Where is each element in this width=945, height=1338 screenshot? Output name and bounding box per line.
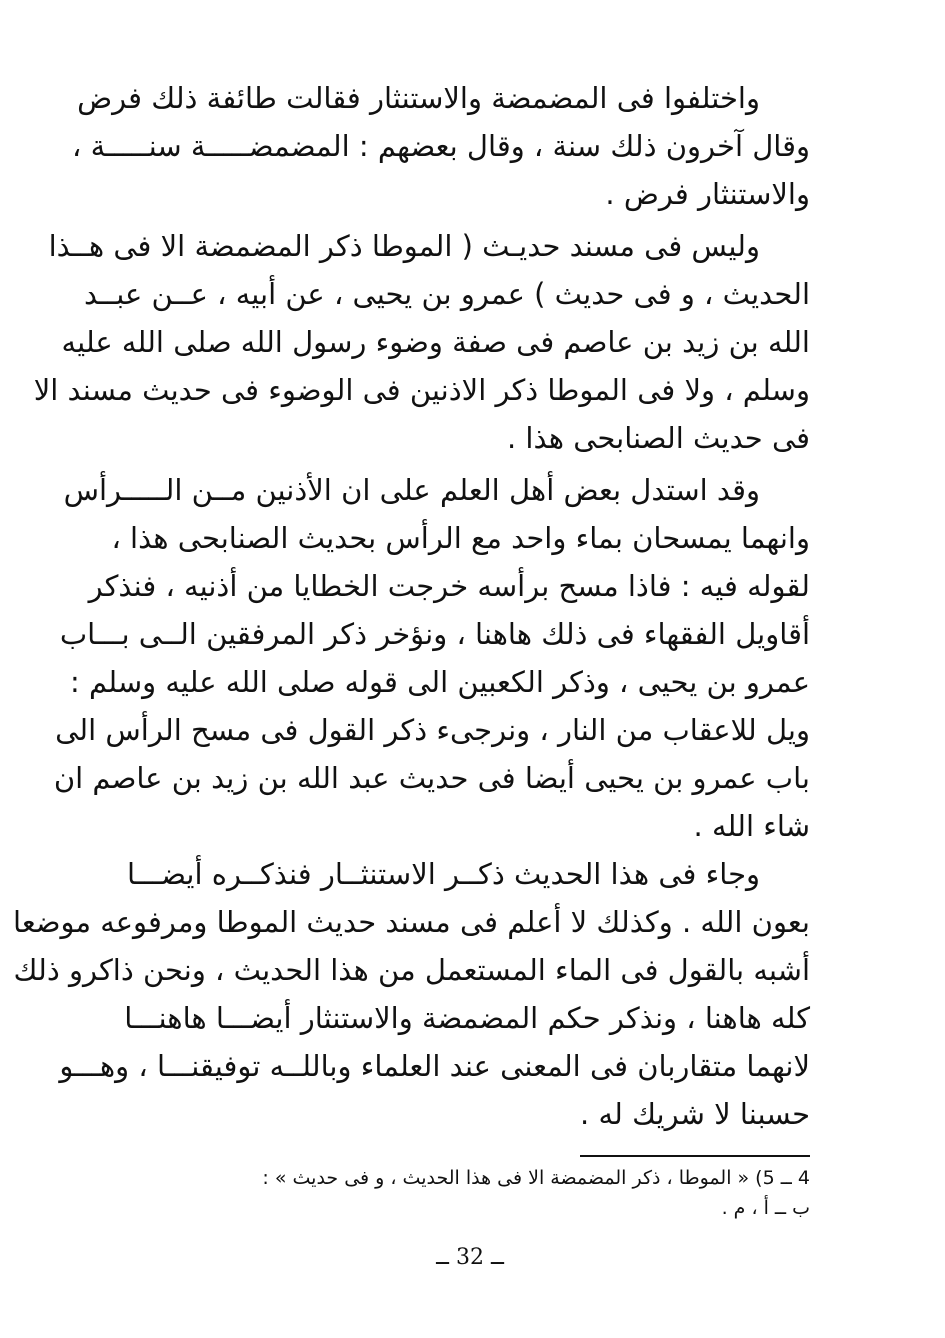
text-line: الحديث ، و فى حديث ) عمرو بن يحيى ، عن أبيه ، عــن عبــد (84, 277, 810, 311)
text-line: حسبنا لا شريك له . (580, 1097, 810, 1131)
paragraph-2 (33, 222, 810, 462)
text-line: وجاء فى هذا الحديث ذكــر الاستنثــار فنذكــره أيضـــا (126, 857, 760, 891)
text-line: بعون الله . وكذلك لا أعلم فى مسند حديث الموطا ومرفوعه موضعا (13, 905, 810, 939)
page-number: ــ 32 ــ (436, 1245, 504, 1270)
text-line: وقال آخرون ذلك سنة ، وقال بعضهم : المضمضـــــة سنـــــة ، (72, 129, 810, 163)
text-line: وليس فى مسند حديـث ( الموطا ذكر المضمضة الا فى هــذا (48, 229, 760, 263)
text-line: فى حديث الصنابحى هذا . (507, 421, 810, 455)
text-line: ويل للاعقاب من النار ، ونرجىء ذكر القول فى مسح الرأس الى (55, 713, 810, 747)
footnote-divider (580, 1155, 810, 1157)
text-line: عمرو بن يحيى ، وذكر الكعبين الى قوله صلى الله عليه وسلم : (69, 665, 810, 699)
text-line: لقوله فيه : فاذا مسح برأسه خرجت الخطايا من أذنيه ، فنذكر (88, 569, 810, 603)
text-line: وقد استدل بعض أهل العلم على ان الأذنين مــن الـــــرأس (63, 473, 760, 507)
text-line: كله هاهنا ، ونذكر حكم المضمضة والاستنثار أيضـــا هاهنـــا (124, 1001, 810, 1035)
text-line: باب عمرو بن يحيى أيضا فى حديث عبد الله بن زيد بن عاصم ان (53, 761, 810, 795)
text-line: لانهما متقاربان فى المعنى عند العلماء وباللــه توفيقنـــا ، وهـــو (59, 1049, 810, 1083)
paragraph-1 (72, 74, 810, 218)
text-line: أشبه بالقول فى الماء المستعمل من هذا الحديث ، ونحن ذاكرو ذلك (13, 953, 810, 987)
text-line: الله بن زيد بن عاصم فى صفة وضوء رسول الله صلى الله عليه (61, 325, 810, 359)
footnote (150, 1163, 810, 1223)
text-line: واختلفوا فى المضمضة والاستنثار فقالت طائفة ذلك فرض (77, 81, 760, 115)
paragraph-4 (13, 850, 810, 1138)
footnote-line: 4 ــ 5) « الموطا ، ذكر المضمضة الا فى هذا الحديث ، و فى حديث » : (262, 1167, 810, 1189)
text-line: وانهما يمسحان بماء واحد مع الرأس بحديث الصنابحى هذا ، (111, 521, 810, 555)
text-line: شاء الله . (693, 809, 810, 843)
footnote-line: ب ــ أ ، م . (721, 1197, 810, 1219)
text-line: وسلم ، ولا فى الموطا ذكر الاذنين فى الوضوء فى حديث مسند الا (33, 373, 810, 407)
text-line: أقاويل الفقهاء فى ذلك هاهنا ، ونؤخر ذكر المرفقين الــى بـــاب (59, 617, 810, 651)
text-line: والاستنثار فرض . (605, 177, 810, 211)
paragraph-3 (53, 466, 810, 850)
